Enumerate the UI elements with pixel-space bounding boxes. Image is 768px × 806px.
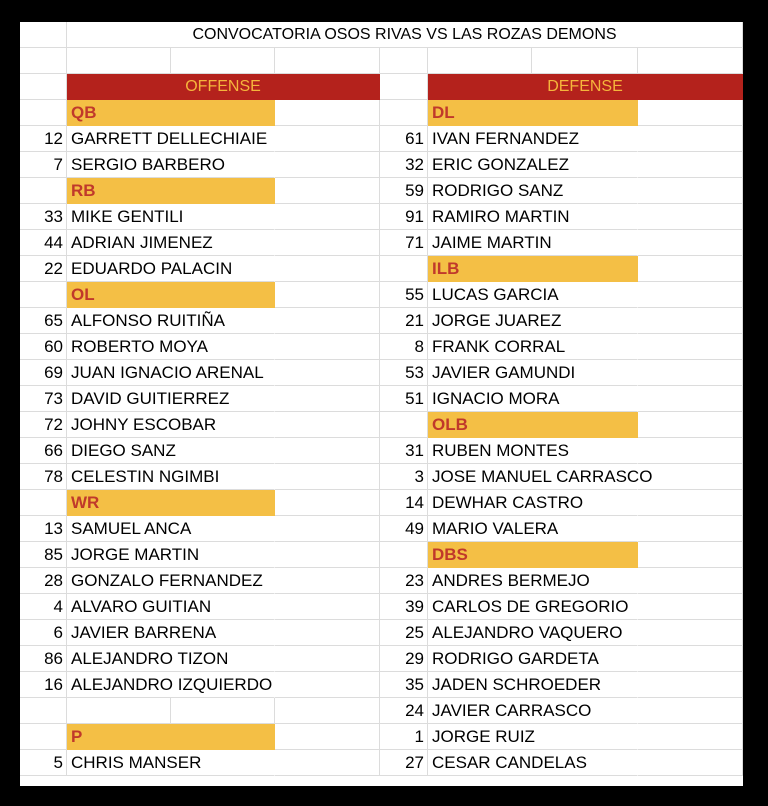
player-number: 69	[20, 360, 67, 386]
player-name: DEWHAR CASTRO	[428, 490, 638, 516]
empty-cell	[638, 126, 743, 152]
defense-header: DEFENSE	[428, 74, 743, 100]
empty-cell	[380, 74, 428, 100]
player-number: 8	[380, 334, 428, 360]
player-number: 60	[20, 334, 67, 360]
empty-cell	[275, 152, 380, 178]
player-number: 21	[380, 308, 428, 334]
player-number: 3	[380, 464, 428, 490]
empty-cell	[638, 464, 743, 490]
empty-cell	[20, 724, 67, 750]
player-number: 28	[20, 568, 67, 594]
empty-cell	[638, 152, 743, 178]
player-name: CARLOS DE GREGORIO	[428, 594, 638, 620]
player-number: 22	[20, 256, 67, 282]
defense-position-dbs: DBS	[428, 542, 638, 568]
empty-cell	[275, 360, 380, 386]
empty-cell	[638, 48, 743, 74]
player-number: 27	[380, 750, 428, 776]
player-number: 35	[380, 672, 428, 698]
empty-cell	[638, 412, 743, 438]
empty-cell	[380, 542, 428, 568]
player-name: RODRIGO SANZ	[428, 178, 638, 204]
empty-cell	[275, 386, 380, 412]
spreadsheet	[20, 22, 743, 786]
empty-cell	[532, 48, 638, 74]
empty-cell	[380, 256, 428, 282]
player-name: GARRETT DELLECHIAIE	[67, 126, 275, 152]
defense-position-olb: OLB	[428, 412, 638, 438]
empty-cell	[20, 490, 67, 516]
player-name: CHRIS MANSER	[67, 750, 275, 776]
offense-header: OFFENSE	[67, 74, 380, 100]
offense-position-p: P	[67, 724, 275, 750]
player-number: 12	[20, 126, 67, 152]
player-number: 33	[20, 204, 67, 230]
empty-cell	[171, 48, 275, 74]
empty-cell	[638, 698, 743, 724]
empty-cell	[275, 334, 380, 360]
player-name: JOSE MANUEL CARRASCO	[428, 464, 638, 490]
empty-cell	[20, 178, 67, 204]
player-name: JORGE RUIZ	[428, 724, 638, 750]
player-number: 73	[20, 386, 67, 412]
player-name: ROBERTO MOYA	[67, 334, 275, 360]
empty-cell	[275, 464, 380, 490]
player-name: RAMIRO MARTIN	[428, 204, 638, 230]
player-name: ADRIAN JIMENEZ	[67, 230, 275, 256]
player-number: 13	[20, 516, 67, 542]
empty-cell	[20, 22, 67, 48]
player-number: 1	[380, 724, 428, 750]
player-number: 25	[380, 620, 428, 646]
player-name: ALEJANDRO TIZON	[67, 646, 275, 672]
player-name: JUAN IGNACIO ARENAL	[67, 360, 275, 386]
player-number: 23	[380, 568, 428, 594]
player-number: 24	[380, 698, 428, 724]
player-number: 53	[380, 360, 428, 386]
player-name: ALVARO GUITIAN	[67, 594, 275, 620]
empty-cell	[638, 178, 743, 204]
empty-cell	[638, 230, 743, 256]
player-name: JAVIER CARRASCO	[428, 698, 638, 724]
player-name: SERGIO BARBERO	[67, 152, 275, 178]
empty-cell	[275, 620, 380, 646]
player-name: DIEGO SANZ	[67, 438, 275, 464]
empty-cell	[275, 542, 380, 568]
empty-cell	[275, 48, 380, 74]
empty-cell	[638, 620, 743, 646]
player-name: GONZALO FERNANDEZ	[67, 568, 275, 594]
empty-cell	[275, 594, 380, 620]
player-name: ERIC GONZALEZ	[428, 152, 638, 178]
player-number: 6	[20, 620, 67, 646]
player-name: ALEJANDRO IZQUIERDO	[67, 672, 275, 698]
sheet-title: CONVOCATORIA OSOS RIVAS VS LAS ROZAS DEMONS	[67, 22, 743, 48]
player-number: 31	[380, 438, 428, 464]
empty-cell	[275, 100, 380, 126]
empty-cell	[428, 48, 532, 74]
player-name: MARIO VALERA	[428, 516, 638, 542]
empty-cell	[20, 100, 67, 126]
player-number: 71	[380, 230, 428, 256]
empty-cell	[638, 386, 743, 412]
player-name: ANDRES BERMEJO	[428, 568, 638, 594]
player-name: FRANK CORRAL	[428, 334, 638, 360]
player-number: 65	[20, 308, 67, 334]
empty-cell	[638, 490, 743, 516]
empty-cell	[638, 750, 743, 776]
empty-cell	[275, 178, 380, 204]
empty-cell	[275, 646, 380, 672]
player-name: LUCAS GARCIA	[428, 282, 638, 308]
empty-cell	[638, 100, 743, 126]
empty-cell	[275, 516, 380, 542]
empty-cell	[67, 48, 171, 74]
empty-cell	[20, 282, 67, 308]
defense-position-ilb: ILB	[428, 256, 638, 282]
player-name: ALEJANDRO VAQUERO	[428, 620, 638, 646]
player-number: 29	[380, 646, 428, 672]
player-name: IGNACIO MORA	[428, 386, 638, 412]
player-number: 5	[20, 750, 67, 776]
player-number: 86	[20, 646, 67, 672]
empty-cell	[638, 724, 743, 750]
roster-grid	[20, 22, 743, 776]
player-number: 51	[380, 386, 428, 412]
empty-cell	[638, 282, 743, 308]
empty-cell	[67, 698, 171, 724]
player-number: 4	[20, 594, 67, 620]
offense-position-rb: RB	[67, 178, 275, 204]
offense-position-ol: OL	[67, 282, 275, 308]
player-name: IVAN FERNANDEZ	[428, 126, 638, 152]
player-number: 72	[20, 412, 67, 438]
player-number: 55	[380, 282, 428, 308]
empty-cell	[275, 698, 380, 724]
player-number: 66	[20, 438, 67, 464]
empty-cell	[638, 594, 743, 620]
empty-cell	[638, 308, 743, 334]
player-name: ALFONSO RUITIÑA	[67, 308, 275, 334]
player-name: JOHNY ESCOBAR	[67, 412, 275, 438]
empty-cell	[380, 412, 428, 438]
player-name: JADEN SCHROEDER	[428, 672, 638, 698]
empty-cell	[275, 672, 380, 698]
empty-cell	[275, 490, 380, 516]
player-name: RODRIGO GARDETA	[428, 646, 638, 672]
player-name: JAVIER GAMUNDI	[428, 360, 638, 386]
empty-cell	[638, 646, 743, 672]
player-name: EDUARDO PALACIN	[67, 256, 275, 282]
empty-cell	[638, 360, 743, 386]
player-name: JORGE JUAREZ	[428, 308, 638, 334]
empty-cell	[275, 308, 380, 334]
empty-cell	[20, 698, 67, 724]
empty-cell	[638, 256, 743, 282]
offense-position-qb: QB	[67, 100, 275, 126]
player-number: 91	[380, 204, 428, 230]
player-number: 44	[20, 230, 67, 256]
player-name: CELESTIN NGIMBI	[67, 464, 275, 490]
empty-cell	[380, 48, 428, 74]
empty-cell	[638, 542, 743, 568]
empty-cell	[275, 230, 380, 256]
empty-cell	[638, 438, 743, 464]
empty-cell	[275, 126, 380, 152]
empty-cell	[275, 568, 380, 594]
empty-cell	[638, 204, 743, 230]
player-name: CESAR CANDELAS	[428, 750, 638, 776]
empty-cell	[638, 334, 743, 360]
player-number: 14	[380, 490, 428, 516]
player-name: JORGE MARTIN	[67, 542, 275, 568]
player-number: 32	[380, 152, 428, 178]
player-number: 7	[20, 152, 67, 178]
empty-cell	[275, 412, 380, 438]
offense-position-wr: WR	[67, 490, 275, 516]
player-name: MIKE GENTILI	[67, 204, 275, 230]
empty-cell	[275, 282, 380, 308]
player-number: 85	[20, 542, 67, 568]
player-number: 61	[380, 126, 428, 152]
empty-cell	[275, 750, 380, 776]
player-number: 78	[20, 464, 67, 490]
player-name: RUBEN MONTES	[428, 438, 638, 464]
empty-cell	[638, 568, 743, 594]
empty-cell	[275, 204, 380, 230]
player-number: 59	[380, 178, 428, 204]
empty-cell	[275, 438, 380, 464]
player-name: SAMUEL ANCA	[67, 516, 275, 542]
empty-cell	[20, 48, 67, 74]
empty-cell	[20, 74, 67, 100]
player-number: 39	[380, 594, 428, 620]
player-name: JAIME MARTIN	[428, 230, 638, 256]
player-number: 49	[380, 516, 428, 542]
empty-cell	[638, 516, 743, 542]
empty-cell	[275, 724, 380, 750]
empty-cell	[380, 100, 428, 126]
player-number: 16	[20, 672, 67, 698]
empty-cell	[171, 698, 275, 724]
empty-cell	[275, 256, 380, 282]
player-name: DAVID GUITIERREZ	[67, 386, 275, 412]
player-name: JAVIER BARRENA	[67, 620, 275, 646]
defense-position-dl: DL	[428, 100, 638, 126]
empty-cell	[638, 672, 743, 698]
